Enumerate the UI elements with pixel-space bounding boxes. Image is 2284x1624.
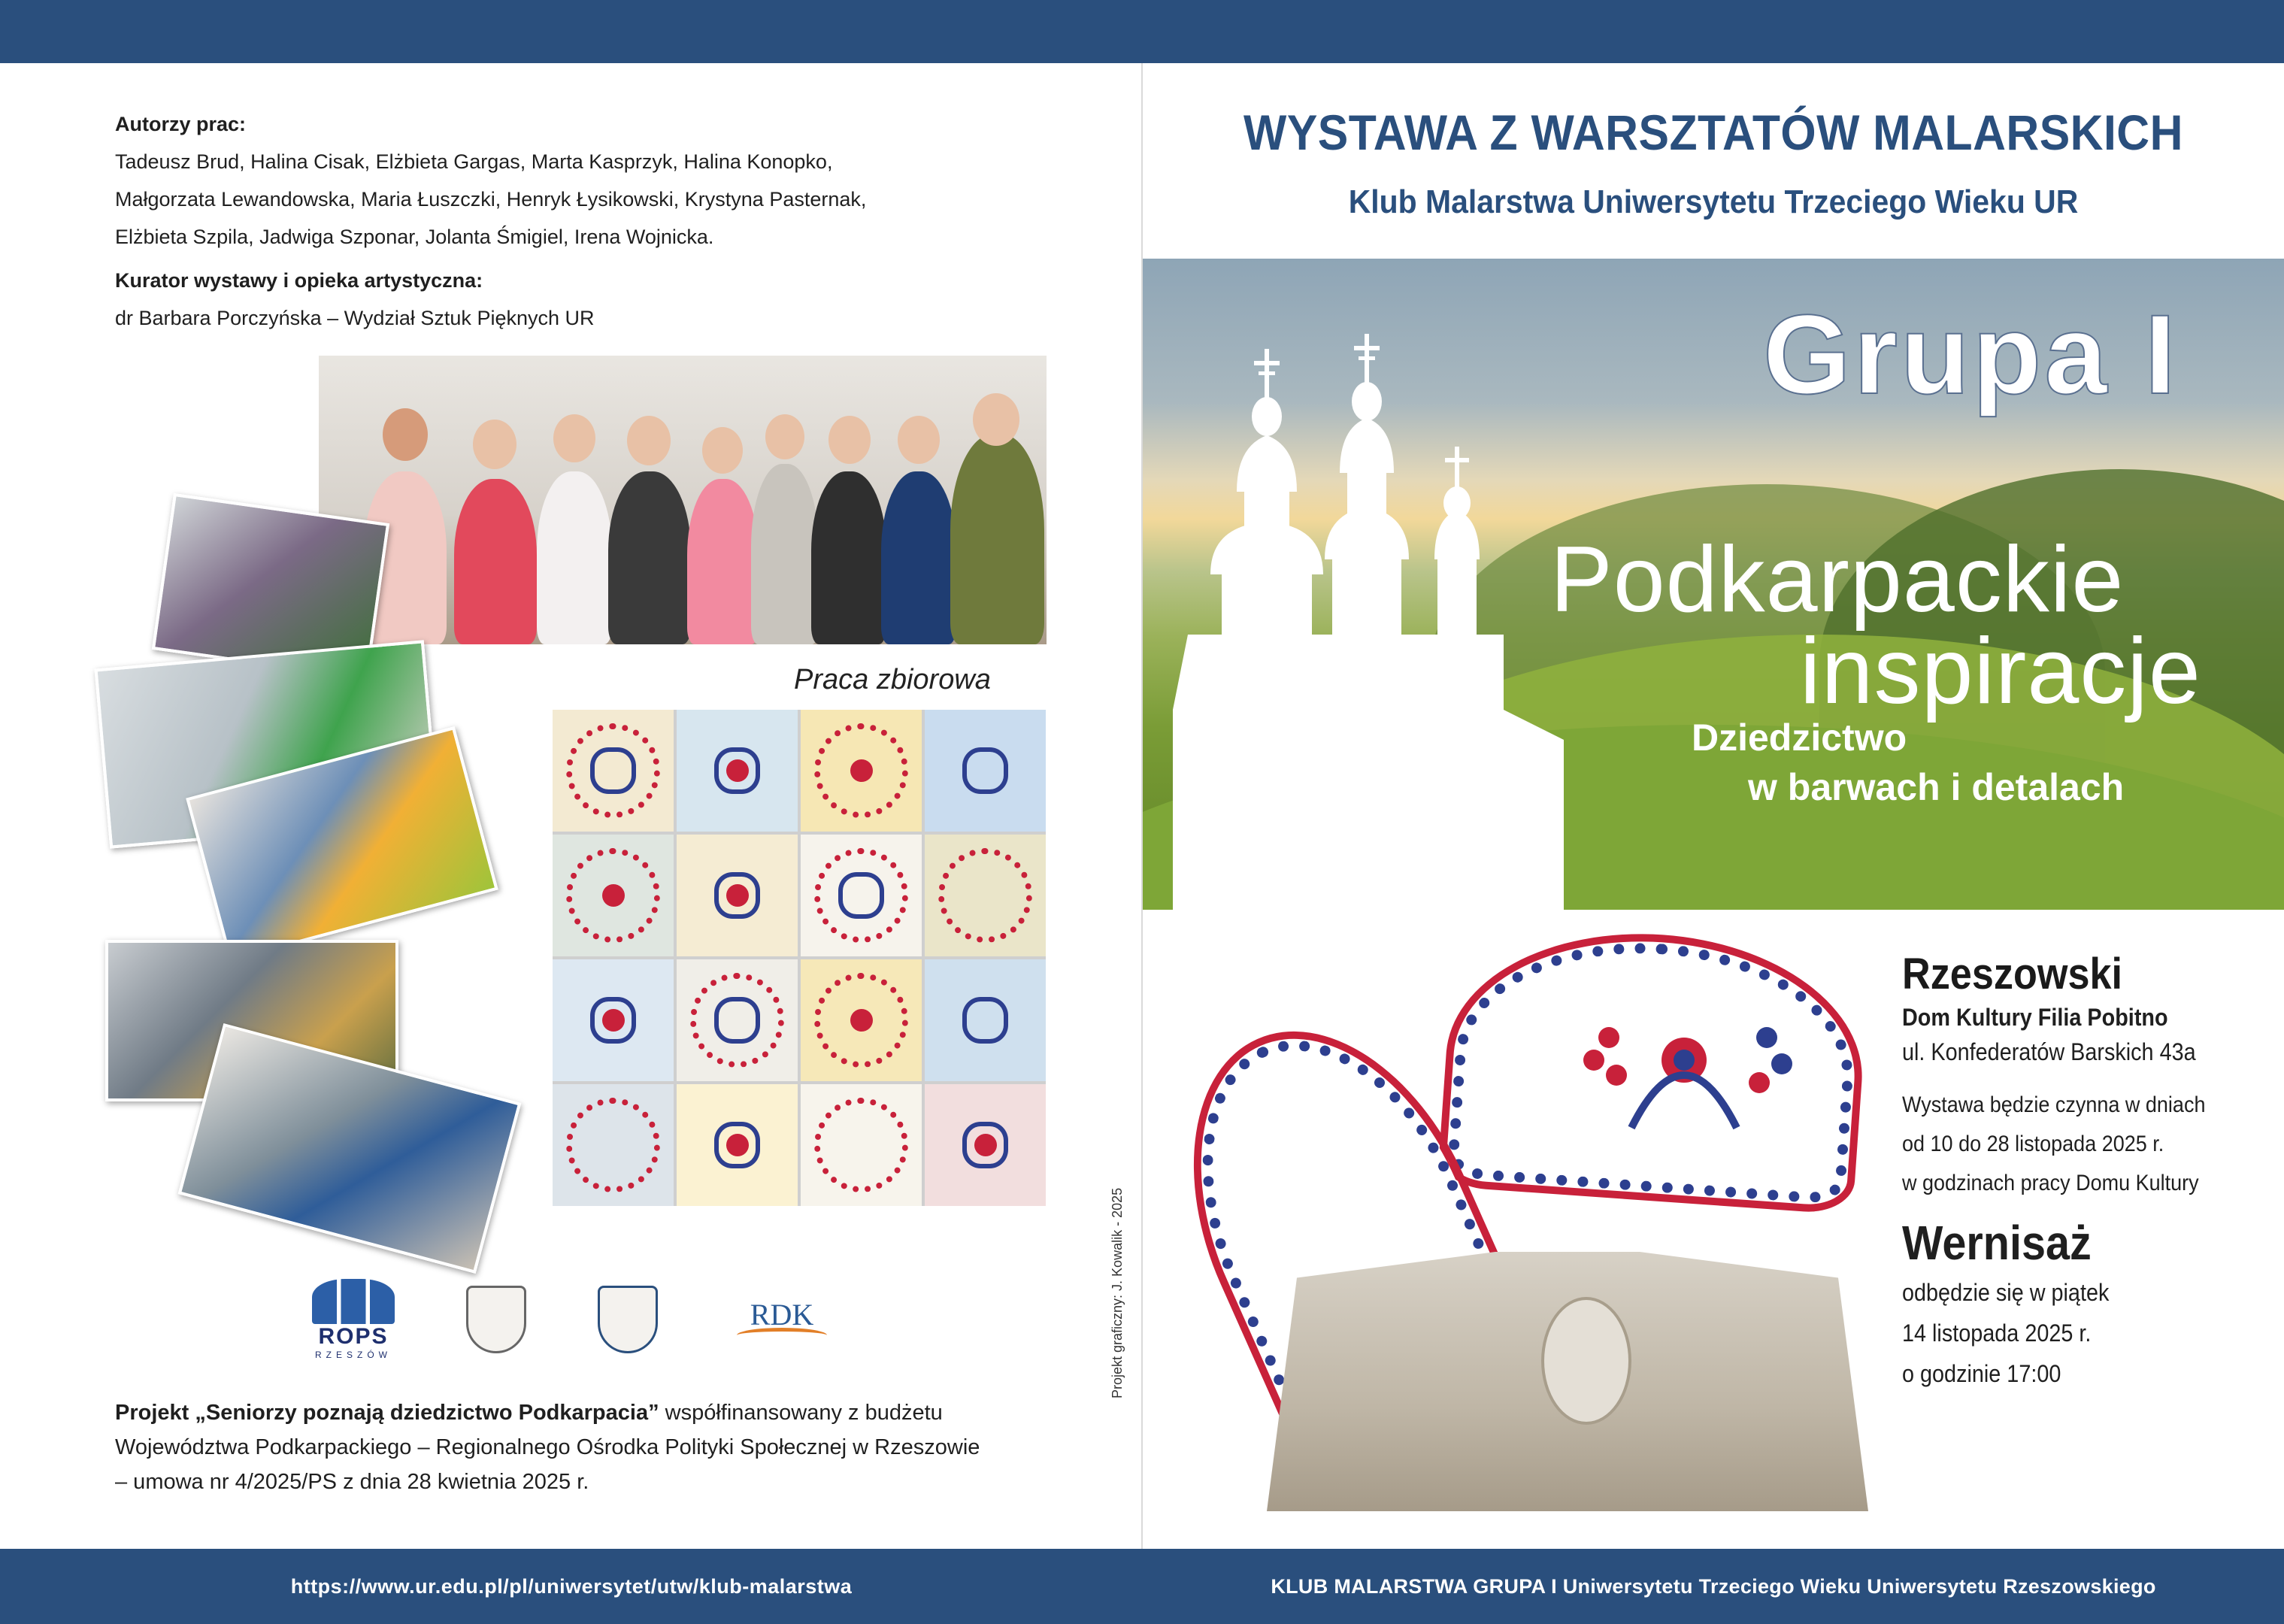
partner-logos bbox=[286, 1271, 887, 1376]
venue-name: Dom Kultury Filia Pobitno bbox=[1902, 1004, 2168, 1031]
project-title: Projekt „Seniorzy poznają dziedzictwo Podkarpacia” bbox=[115, 1401, 659, 1425]
university-shield-icon bbox=[598, 1286, 658, 1353]
theme-line-1: Podkarpackie bbox=[1550, 528, 2125, 632]
collective-work-label: Praca zbiorowa bbox=[794, 664, 991, 695]
folk-flower-motif bbox=[1541, 977, 1827, 1173]
authors-line: Małgorzata Lewandowska, Maria Łuszczki, Henryk Łysikowski, Krystyna Pasternak, bbox=[115, 188, 867, 211]
tile bbox=[553, 835, 674, 956]
tile bbox=[553, 710, 674, 832]
theme-line-2: inspiracje bbox=[1800, 620, 2201, 723]
university-crest-logo bbox=[586, 1271, 669, 1368]
authors-heading: Autorzy prac: bbox=[115, 113, 247, 135]
workshop-photo bbox=[178, 1023, 522, 1274]
church-silhouette bbox=[1143, 334, 1692, 1010]
vernissage-line: o godzinie 17:00 bbox=[1902, 1360, 2061, 1387]
tile bbox=[801, 1084, 922, 1206]
association-crest-logo bbox=[451, 1271, 541, 1368]
bottom-band bbox=[0, 1549, 2284, 1624]
rops-word: ROPS bbox=[318, 1324, 389, 1349]
rops-city: RZESZÓW bbox=[315, 1350, 392, 1360]
dates-line: Wystawa będzie czynna w dniach bbox=[1902, 1092, 2206, 1117]
venue-city: Rzeszowski bbox=[1902, 950, 2123, 998]
club-website-link[interactable]: https://www.ur.edu.pl/pl/uniwersytet/utw/klub-malarstwa bbox=[290, 1574, 853, 1598]
rdk-swoosh-icon bbox=[737, 1328, 827, 1343]
tile bbox=[677, 710, 798, 832]
top-band bbox=[0, 0, 2284, 63]
tile bbox=[677, 835, 798, 956]
graphic-credit: Projekt graficzny: J. Kowalik - 2025 bbox=[1110, 1187, 1125, 1398]
tile bbox=[553, 1084, 674, 1206]
tile bbox=[801, 959, 922, 1081]
vernissage-heading: Wernisaż bbox=[1902, 1216, 2092, 1270]
project-note bbox=[115, 1395, 1092, 1499]
rdk-logo bbox=[707, 1271, 857, 1368]
club-footer-name: KLUB MALARSTWA GRUPA I Uniwersytetu Trzeciego Wieku Uniwersytetu Rzeszowskiego bbox=[1271, 1574, 2156, 1598]
tile bbox=[801, 835, 922, 956]
curator-name: dr Barbara Porczyńska – Wydział Sztuk Pięknych UR bbox=[115, 307, 595, 329]
venue-info bbox=[1902, 949, 2263, 1394]
tagline-line-2: w barwach i detalach bbox=[1748, 766, 2125, 808]
crest-shield-icon bbox=[466, 1286, 526, 1353]
exhibition-subtitle: Klub Malarstwa Uniwersytetu Trzeciego Wieku UR bbox=[1348, 183, 2079, 220]
authors-line: Elżbieta Szpila, Jadwiga Szponar, Jolanta Śmigiel, Irena Wojnicka. bbox=[115, 226, 714, 248]
exhibition-title: WYSTAWA Z WARSZTATÓW MALARSKICH bbox=[1243, 105, 2183, 160]
rops-figures-icon bbox=[312, 1279, 395, 1324]
tile bbox=[925, 1084, 1046, 1206]
tile bbox=[677, 1084, 798, 1206]
curator-heading: Kurator wystawy i opieka artystyczna: bbox=[115, 269, 483, 292]
project-line: – umowa nr 4/2025/PS z dnia 28 kwietnia 2025 r. bbox=[115, 1470, 589, 1494]
collective-work-tiles bbox=[553, 710, 1046, 1206]
project-funding: współfinansowany z budżetu bbox=[659, 1401, 943, 1425]
tile bbox=[925, 835, 1046, 956]
project-line: Województwa Podkarpackiego – Regionalnego Ośrodka Polityki Społecznej w Rzeszowie bbox=[115, 1435, 980, 1459]
tile bbox=[925, 959, 1046, 1081]
authors-line: Tadeusz Brud, Halina Cisak, Elżbieta Gargas, Marta Kasprzyk, Halina Konopko, bbox=[115, 150, 833, 173]
stone-relief bbox=[1267, 1252, 1868, 1511]
group-photo bbox=[319, 356, 1047, 644]
tagline-line-1: Dziedzictwo bbox=[1692, 717, 1907, 759]
tile bbox=[801, 710, 922, 832]
dates-line: w godzinach pracy Domu Kultury bbox=[1902, 1171, 2199, 1195]
dates-line: od 10 do 28 listopada 2025 r. bbox=[1902, 1132, 2164, 1156]
vernissage-line: 14 listopada 2025 r. bbox=[1902, 1320, 2092, 1347]
tile bbox=[553, 959, 674, 1081]
venue-address: ul. Konfederatów Barskich 43a bbox=[1902, 1038, 2196, 1065]
rops-logo bbox=[297, 1271, 410, 1368]
credits-block bbox=[115, 105, 1092, 337]
rdk-word: RDK bbox=[750, 1297, 814, 1332]
relief-face bbox=[1541, 1297, 1631, 1425]
vernissage-line: odbędzie się w piątek bbox=[1902, 1279, 2110, 1306]
tile bbox=[925, 710, 1046, 832]
exhibition-dates bbox=[1902, 1086, 2227, 1203]
tile bbox=[677, 959, 798, 1081]
group-heading: Grupa I bbox=[1763, 291, 2179, 417]
